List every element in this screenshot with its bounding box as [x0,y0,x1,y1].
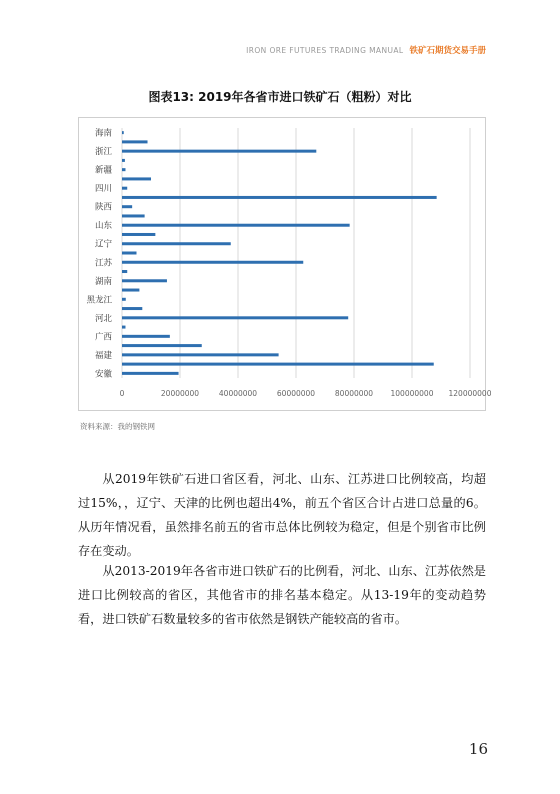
x-tick-label: 0 [119,389,125,398]
bar [122,196,437,199]
x-tick-label: 80000000 [334,389,374,398]
y-category-label: 山东 [94,221,112,232]
header-manual-cn: 铁矿石期货交易手册 [409,46,486,56]
x-tick-label: 100000000 [390,389,434,398]
body-paragraph-1: 从2019年铁矿石进口省区看，河北、山东、江苏进口比例较高，均超过15%，，辽宁、天津的比例也超出4%，前五个省区合计占进口总量的6。从历年情况看，虽然排名前五的省市总体比例较为稳定，但是个别省市比例存在变动。 [78,472,486,559]
y-category-label: 江苏 [94,258,112,269]
bar [122,363,434,366]
x-tick-label: 20000000 [160,389,200,398]
bar [122,270,127,273]
y-category-label: 广西 [94,332,112,343]
y-category-label: 湖南 [94,276,112,287]
bar [122,177,151,180]
bar [122,131,124,134]
bar [122,233,155,236]
bar-chart [78,117,492,411]
body-paragraph-2: 从2013-2019年各省市进口铁矿石的比例看，河北、山东、江苏依然是进口比例较高的省区，其他省市的排名基本稳定。从13-19年的变动趋势看，进口铁矿石数量较多的省市依然是钢铁产能较高的省市。 [78,564,486,627]
bar [122,353,279,356]
x-tick-label: 60000000 [276,389,316,398]
bar [122,344,202,347]
y-category-label: 浙江 [94,147,112,158]
bar [122,168,125,171]
bar [122,214,145,217]
page-number: 16 [468,740,488,758]
bar [122,316,348,319]
bar [122,224,350,227]
y-category-label: 河北 [94,313,112,324]
y-category-label: 安徽 [94,369,112,380]
bar [122,298,126,301]
bar [122,307,142,310]
bar [122,187,127,190]
bar [122,150,316,153]
y-category-label: 陕西 [94,202,112,213]
x-tick-label: 40000000 [218,389,258,398]
y-category-label: 四川 [94,184,112,195]
bar [122,372,179,375]
y-category-label: 海南 [94,128,112,139]
y-category-label: 黑龙江 [86,295,112,306]
x-tick-label: 120000000 [448,389,492,398]
figure-title: 图表13: 2019年各省市进口铁矿石（粗粉）对比 [148,90,412,104]
bar [122,289,139,292]
bar [122,252,137,255]
bar [122,335,170,338]
y-category-label: 辽宁 [94,239,112,250]
running-header [246,44,486,56]
bar [122,261,303,264]
bar [122,140,148,143]
bar [122,242,231,245]
y-category-label: 新疆 [94,165,112,176]
bar-chart-svg [79,118,492,410]
figure-source: 资料来源：我的钢铁网 [80,422,155,431]
bar [122,159,125,162]
y-category-label: 福建 [94,350,112,361]
bar [122,205,132,208]
header-manual-en: IRON ORE FUTURES TRADING MANUAL [246,46,404,55]
bar [122,326,125,329]
bar [122,279,167,282]
